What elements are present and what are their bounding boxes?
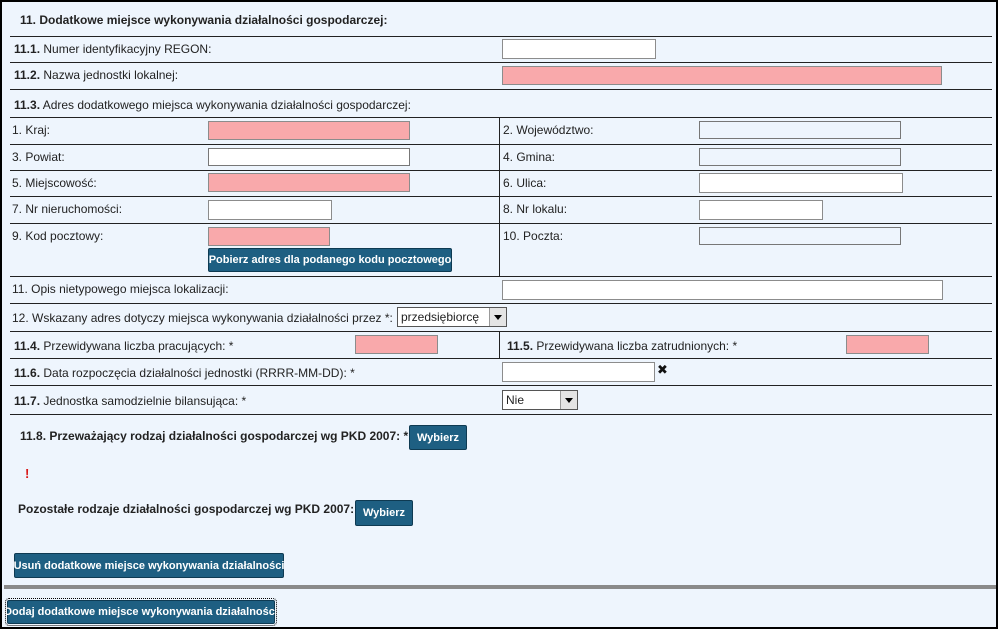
nazwa-label: 11.2. Nazwa jednostki lokalnej: — [14, 68, 179, 82]
divider — [10, 331, 992, 332]
fetch-address-button[interactable]: Pobierz adres dla podanego kodu pocztowego — [208, 248, 452, 272]
powiat-label: 3. Powiat: — [12, 150, 65, 164]
kod-pocztowy-input[interactable] — [208, 227, 330, 246]
wojewodztwo-input[interactable] — [699, 121, 901, 139]
divider — [10, 196, 992, 197]
divider — [10, 144, 992, 145]
divider — [10, 223, 992, 224]
column-divider — [499, 331, 500, 358]
pkd-select-button[interactable]: Wybierz — [409, 425, 467, 450]
pracujacy-label: 11.4. Przewidywana liczba pracujących: * — [14, 339, 234, 353]
bilans-label: 11.7. Jednostka samodzielnie bilansująca: * — [14, 394, 247, 408]
divider — [10, 36, 992, 37]
kraj-label: 1. Kraj: — [12, 123, 51, 137]
nr-lokalu-label: 8. Nr lokalu: — [503, 202, 568, 216]
poczta-label: 10. Poczta: — [503, 229, 564, 243]
divider — [10, 170, 992, 171]
miejscowosc-input[interactable] — [208, 173, 410, 192]
nr-nieruchomosci-input[interactable] — [208, 200, 332, 220]
chevron-down-icon — [560, 391, 577, 409]
pkd-label: 11.8. Przeważający rodzaj działalności gospodarczej wg PKD 2007: * — [20, 429, 409, 443]
divider — [10, 414, 992, 415]
section-title: 11. Dodatkowe miejsce wykonywania działalności gospodarczej: — [20, 13, 388, 27]
ulica-input[interactable] — [699, 173, 903, 193]
data-input[interactable] — [502, 362, 655, 382]
divider — [10, 276, 992, 277]
remove-location-button[interactable]: Usuń dodatkowe miejsce wykonywania działalności — [14, 553, 284, 578]
divider — [10, 89, 992, 90]
regon-label: 11.1. Numer identyfikacyjny REGON: — [14, 42, 212, 56]
miejscowosc-label: 5. Miejscowość: — [12, 176, 97, 190]
opis-input[interactable] — [502, 280, 943, 300]
divider — [10, 303, 992, 304]
ulica-label: 6. Ulica: — [503, 176, 547, 190]
wskazany-label: 12. Wskazany adres dotyczy miejsca wykonywania działalności przez *: — [12, 311, 393, 325]
wskazany-select[interactable]: przedsiębiorcę — [397, 307, 507, 327]
pozostale-label: Pozostałe rodzaje działalności gospodarczej wg PKD 2007: — [18, 502, 355, 516]
pozostale-select-button[interactable]: Wybierz — [355, 500, 413, 526]
kod-pocztowy-label: 9. Kod pocztowy: — [12, 229, 104, 243]
regon-input[interactable] — [502, 39, 656, 59]
wojewodztwo-label: 2. Województwo: — [503, 123, 594, 137]
bilans-select[interactable]: Nie — [502, 390, 578, 410]
pracujacy-input[interactable] — [355, 335, 438, 354]
zatrudnieni-label: 11.5. Przewidywana liczba zatrudnionych: * — [507, 339, 738, 353]
kraj-input[interactable] — [208, 121, 410, 140]
clear-date-icon[interactable]: ✖ — [657, 362, 668, 377]
section-separator — [4, 585, 996, 589]
zatrudnieni-input[interactable] — [846, 335, 929, 354]
data-label: 11.6. Data rozpoczęcia działalności jednostki (RRRR-MM-DD): * — [14, 366, 355, 380]
divider — [10, 117, 992, 118]
divider — [10, 385, 992, 386]
nr-lokalu-input[interactable] — [699, 200, 823, 220]
warning-icon: ! — [25, 466, 30, 481]
gmina-label: 4. Gmina: — [503, 150, 556, 164]
opis-label: 11. Opis nietypowego miejsca lokalizacji: — [12, 282, 229, 296]
nazwa-input[interactable] — [502, 66, 942, 85]
gmina-input[interactable] — [699, 148, 901, 166]
nr-nieruchomosci-label: 7. Nr nieruchomości: — [12, 202, 123, 216]
chevron-down-icon — [489, 308, 506, 326]
add-location-button[interactable]: Dodaj dodatkowe miejsce wykonywania działalności — [7, 600, 275, 624]
divider — [10, 62, 992, 63]
divider — [10, 358, 992, 359]
poczta-input[interactable] — [699, 227, 901, 245]
powiat-input[interactable] — [208, 148, 410, 166]
adres-label: 11.3. Adres dodatkowego miejsca wykonywania działalności gospodarczej: — [14, 98, 411, 112]
